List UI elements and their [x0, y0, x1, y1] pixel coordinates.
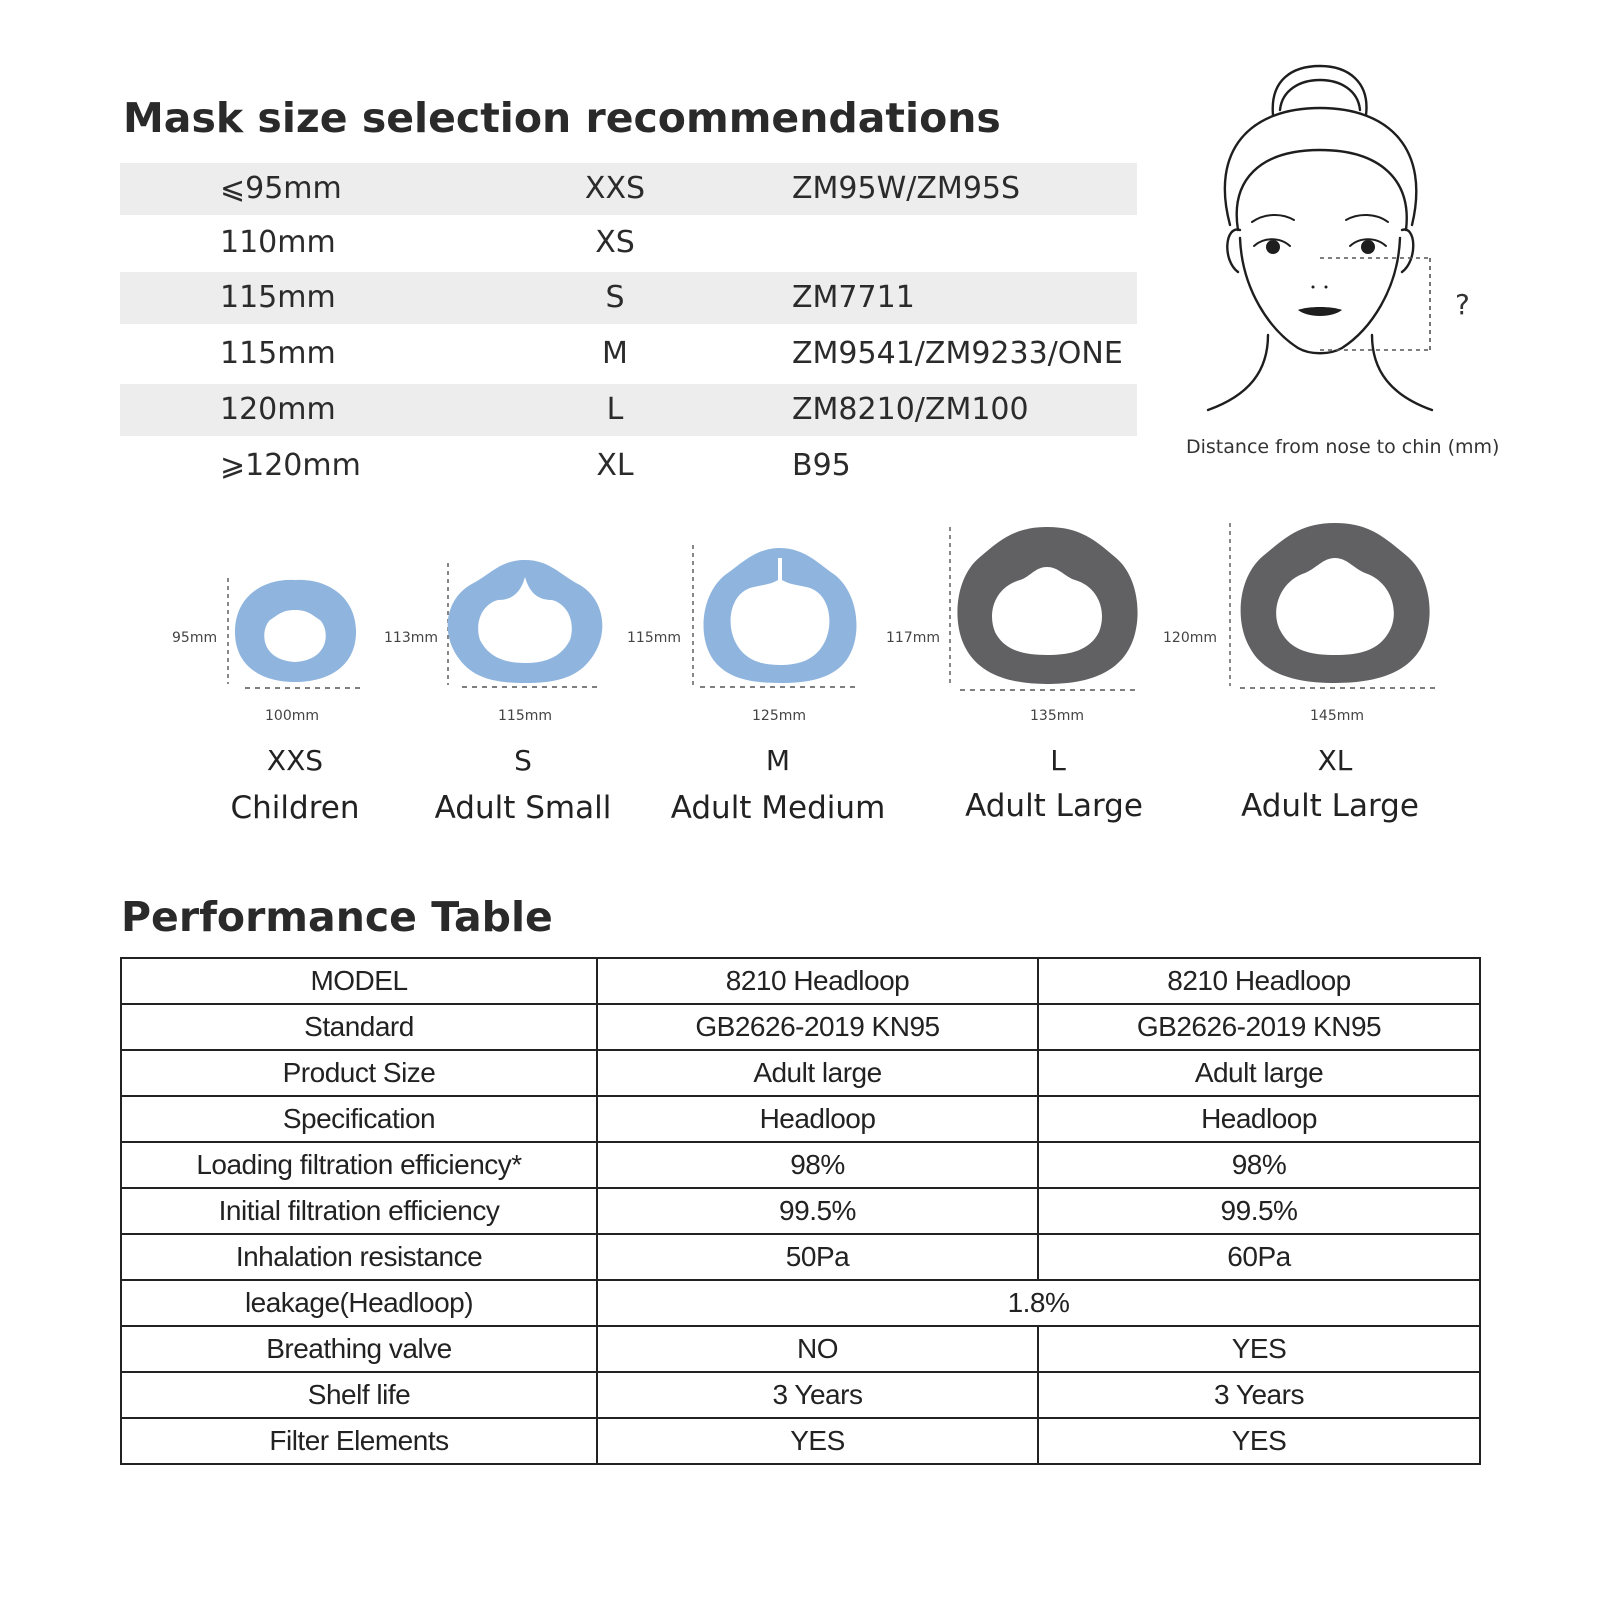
cell-model-a: GB2626-2019 KN95	[597, 1004, 1038, 1050]
row-label: Breathing valve	[121, 1326, 597, 1372]
hair-outline	[1225, 108, 1416, 225]
size-model: ZM95W/ZM95S	[792, 171, 1021, 206]
mouth	[1298, 307, 1342, 316]
size-model: B95	[792, 448, 851, 483]
cushion-size-code: S	[514, 744, 532, 777]
cell-model-b: 60Pa	[1038, 1234, 1480, 1280]
right-eye	[1361, 240, 1375, 254]
measure-bracket	[1320, 258, 1430, 350]
size-measure: 115mm	[220, 336, 336, 371]
cushion-size-code: XXS	[266, 744, 324, 777]
size-code: XL	[596, 448, 634, 483]
size-code: L	[606, 392, 624, 427]
cushion-xl	[1225, 518, 1440, 698]
cushion-size-code: XL	[1317, 744, 1353, 777]
cushion-width-label: 125mm	[752, 708, 806, 724]
size-model: ZM9541/ZM9233/ONE	[792, 336, 1123, 371]
size-row	[120, 384, 1137, 436]
cushion-width-label: 145mm	[1310, 708, 1364, 724]
table-row	[121, 958, 1480, 1004]
table-row	[121, 1188, 1480, 1234]
left-eye	[1266, 240, 1280, 254]
size-code: XXS	[584, 171, 646, 206]
cell-model-a: 99.5%	[597, 1188, 1038, 1234]
table-row	[121, 1234, 1480, 1280]
size-measure: 120mm	[220, 392, 336, 427]
cell-merged: 1.8%	[597, 1280, 1480, 1326]
cushion-shape	[704, 548, 857, 683]
row-label: Filter Elements	[121, 1418, 597, 1464]
table-row	[121, 1004, 1480, 1050]
cushion-size-code: L	[1050, 744, 1066, 777]
cell-model-a: NO	[597, 1326, 1038, 1372]
cell-model-a: Adult large	[597, 1050, 1038, 1096]
size-code: S	[605, 280, 625, 315]
cushion-height-label: 95mm	[172, 630, 218, 646]
row-label: MODEL	[121, 958, 597, 1004]
table-row	[121, 1280, 1480, 1326]
size-row	[120, 440, 1137, 492]
cell-model-b: YES	[1038, 1418, 1480, 1464]
row-label: Loading filtration efficiency*	[121, 1142, 597, 1188]
cell-model-b: 98%	[1038, 1142, 1480, 1188]
size-measure: 115mm	[220, 280, 336, 315]
cushion-width-label: 115mm	[498, 708, 552, 724]
face-caption: Distance from nose to chin (mm)	[1186, 436, 1500, 458]
cell-model-b: 8210 Headloop	[1038, 958, 1480, 1004]
question-mark: ?	[1455, 288, 1470, 321]
performance-title: Performance Table	[121, 893, 553, 941]
cell-model-a: 98%	[597, 1142, 1038, 1188]
cushion-shape	[235, 580, 356, 682]
row-label: Inhalation resistance	[121, 1234, 597, 1280]
cell-model-a: 3 Years	[597, 1372, 1038, 1418]
row-label: Specification	[121, 1096, 597, 1142]
cell-model-b: 99.5%	[1038, 1188, 1480, 1234]
cushion-shape	[448, 560, 603, 683]
face-illustration	[1180, 60, 1500, 440]
cushion-size-name: Children	[230, 790, 360, 826]
cushion-size-name: Adult Small	[434, 790, 612, 826]
size-row	[120, 272, 1137, 324]
cushion-size-name: Adult Large	[1241, 788, 1419, 824]
cushion-height-label: 113mm	[384, 630, 438, 646]
size-code: XS	[595, 225, 635, 260]
size-row	[120, 217, 1137, 269]
size-measure: ⩽95mm	[220, 171, 342, 206]
row-label: Shelf life	[121, 1372, 597, 1418]
cell-model-b: Adult large	[1038, 1050, 1480, 1096]
cell-model-b: YES	[1038, 1326, 1480, 1372]
table-row	[121, 1142, 1480, 1188]
cushion-l	[945, 522, 1145, 697]
cushion-m	[685, 540, 870, 695]
face-outline	[1240, 238, 1400, 353]
cushion-height-label: 120mm	[1163, 630, 1217, 646]
table-row	[121, 1418, 1480, 1464]
neck	[1208, 335, 1268, 410]
cushion-width-label: 135mm	[1030, 708, 1084, 724]
size-measure: 110mm	[220, 225, 336, 260]
row-label: Initial filtration efficiency	[121, 1188, 597, 1234]
cell-model-b: GB2626-2019 KN95	[1038, 1004, 1480, 1050]
cell-model-b: 3 Years	[1038, 1372, 1480, 1418]
cell-model-a: 50Pa	[597, 1234, 1038, 1280]
cushion-size-code: M	[765, 744, 791, 777]
table-row	[121, 1050, 1480, 1096]
table-row	[121, 1326, 1480, 1372]
cell-model-b: Headloop	[1038, 1096, 1480, 1142]
cell-model-a: YES	[597, 1418, 1038, 1464]
cushion-height-label: 117mm	[886, 630, 940, 646]
cushion-height-label: 115mm	[627, 630, 681, 646]
size-row	[120, 163, 1137, 215]
cushion-xxs	[220, 570, 370, 695]
size-measure: ⩾120mm	[220, 448, 361, 483]
cushion-shape	[1241, 523, 1430, 683]
cushion-s	[440, 555, 610, 695]
cushion-size-name: Adult Large	[965, 788, 1143, 824]
cushion-size-name: Adult Medium	[670, 790, 886, 826]
cushion-width-label: 100mm	[265, 708, 319, 724]
table-row	[121, 1096, 1480, 1142]
table-row	[121, 1372, 1480, 1418]
performance-table	[120, 957, 1481, 1465]
cell-model-a: 8210 Headloop	[597, 958, 1038, 1004]
size-model: ZM8210/ZM100	[792, 392, 1029, 427]
size-row	[120, 328, 1137, 380]
cell-model-a: Headloop	[597, 1096, 1038, 1142]
cushion-shape	[957, 527, 1137, 684]
row-label: Standard	[121, 1004, 597, 1050]
size-model: ZM7711	[792, 280, 915, 315]
row-label: leakage(Headloop)	[121, 1280, 597, 1326]
size-code: M	[602, 336, 628, 371]
size-section-title: Mask size selection recommendations	[123, 94, 1001, 142]
row-label: Product Size	[121, 1050, 597, 1096]
